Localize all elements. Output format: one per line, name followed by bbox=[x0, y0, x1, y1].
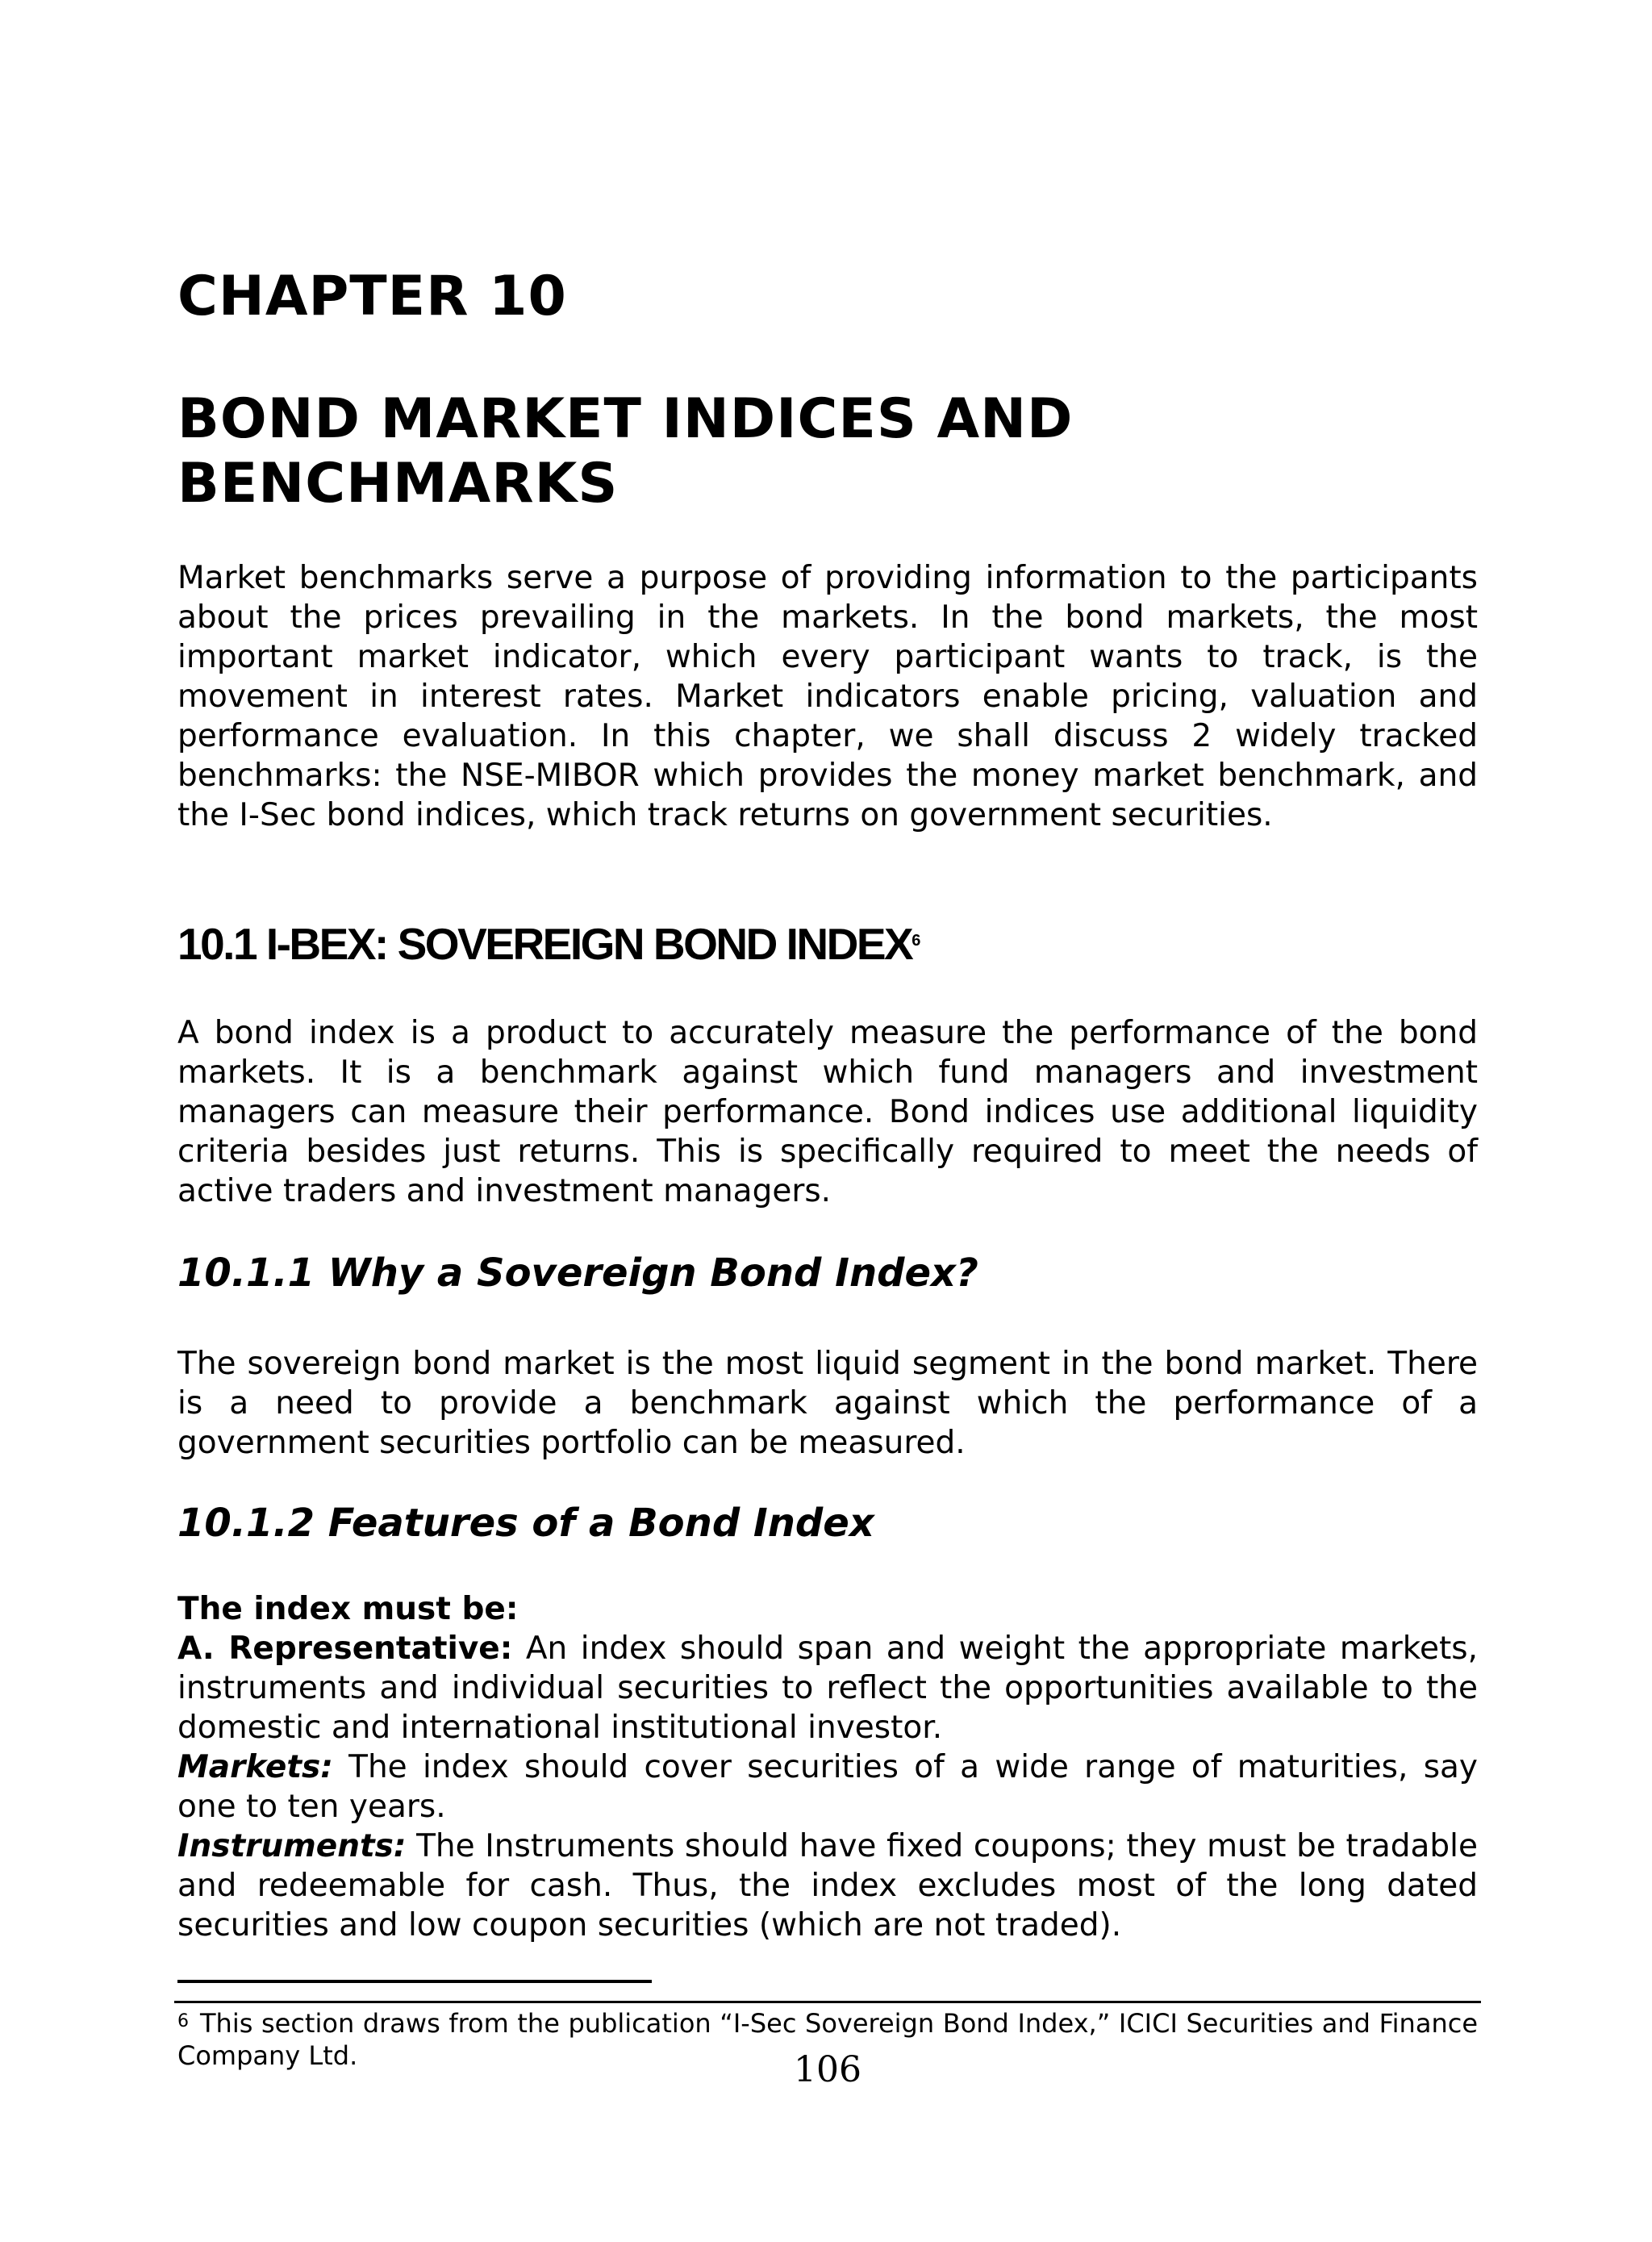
footnote-text: This section draws from the publication “I-Sec Sovereign Bond Index,” ICICI Securities and Finance Company Ltd. bbox=[177, 2008, 1478, 2071]
subheading-10-1-2: 10.1.2 Features of a Bond Index bbox=[177, 1501, 874, 1546]
feature-text-instruments: The Instruments should have fixed coupons; they must be tradable and redeemable for cash. Thus, the index excludes most of the long dated securities and low coupon securities (which are not traded). bbox=[177, 1828, 1478, 1943]
subheading-10-1-1: 10.1.1 Why a Sovereign Bond Index? bbox=[177, 1250, 978, 1296]
footnote-reference[interactable]: 6 bbox=[912, 932, 921, 950]
bond-index-paragraph: A bond index is a product to accurately measure the performance of the bond markets. It is a benchmark against which fund managers and investment managers can measure their performance. Bond indices use additional liquidity criteria besides just returns. This is specifically required to meet the needs of active traders and investment managers. bbox=[177, 1015, 1478, 1209]
features-list bbox=[177, 1589, 1478, 1945]
feature-text-representative: An index should span and weight the appropriate markets, instruments and individual securities to reflect the opportunities available to the domestic and international institutional investor. bbox=[177, 1630, 1479, 1746]
feature-text-markets: The index should cover securities of a wide range of maturities, say one to ten years. bbox=[177, 1749, 1478, 1825]
section-heading-text: 10.1 I-BEX: SOVEREIGN BOND INDEX bbox=[177, 919, 912, 969]
feature-item-markets bbox=[177, 1747, 1478, 1827]
chapter-title bbox=[177, 387, 1452, 516]
feature-item-instruments bbox=[177, 1827, 1478, 1945]
chapter-title-line-2: BENCHMARKS bbox=[177, 452, 619, 516]
feature-label-instruments: Instruments: bbox=[177, 1828, 407, 1864]
why-sovereign-paragraph: The sovereign bond market is the most liquid segment in the bond market. There is a need to provide a benchmark against which the performance of a government securities portfolio can be measured. bbox=[177, 1346, 1478, 1461]
chapter-title-line-1: BOND MARKET INDICES AND bbox=[177, 387, 1074, 451]
feature-item-representative bbox=[177, 1629, 1478, 1747]
features-lead bbox=[177, 1589, 1478, 1629]
features-lead-text: The index must be: bbox=[177, 1591, 519, 1627]
page-number: 106 bbox=[794, 2049, 861, 2090]
footnote-separator bbox=[177, 1980, 652, 1983]
section-heading-10-1 bbox=[177, 916, 920, 972]
chapter-label: CHAPTER 10 bbox=[177, 265, 567, 328]
footnote-divider bbox=[174, 2001, 1481, 2003]
document-page bbox=[177, 0, 1478, 2242]
footnote-number: 6 bbox=[177, 2011, 189, 2031]
intro-paragraph: Market benchmarks serve a purpose of providing information to the participants about the prices prevailing in the markets. In the bond markets, the most important market indicator, which every participant wants to track, is the movement in interest rates. Market indicators enable pricing, valuation and performance evaluation. In this chapter, we shall discuss 2 widely tracked benchmarks: the NSE-MIBOR which provides the money market benchmark, and the I-Sec bond indices, which track returns on government securities. bbox=[177, 560, 1478, 833]
feature-label-markets: Markets: bbox=[177, 1749, 333, 1785]
feature-label-representative: A. Representative: bbox=[177, 1630, 513, 1667]
